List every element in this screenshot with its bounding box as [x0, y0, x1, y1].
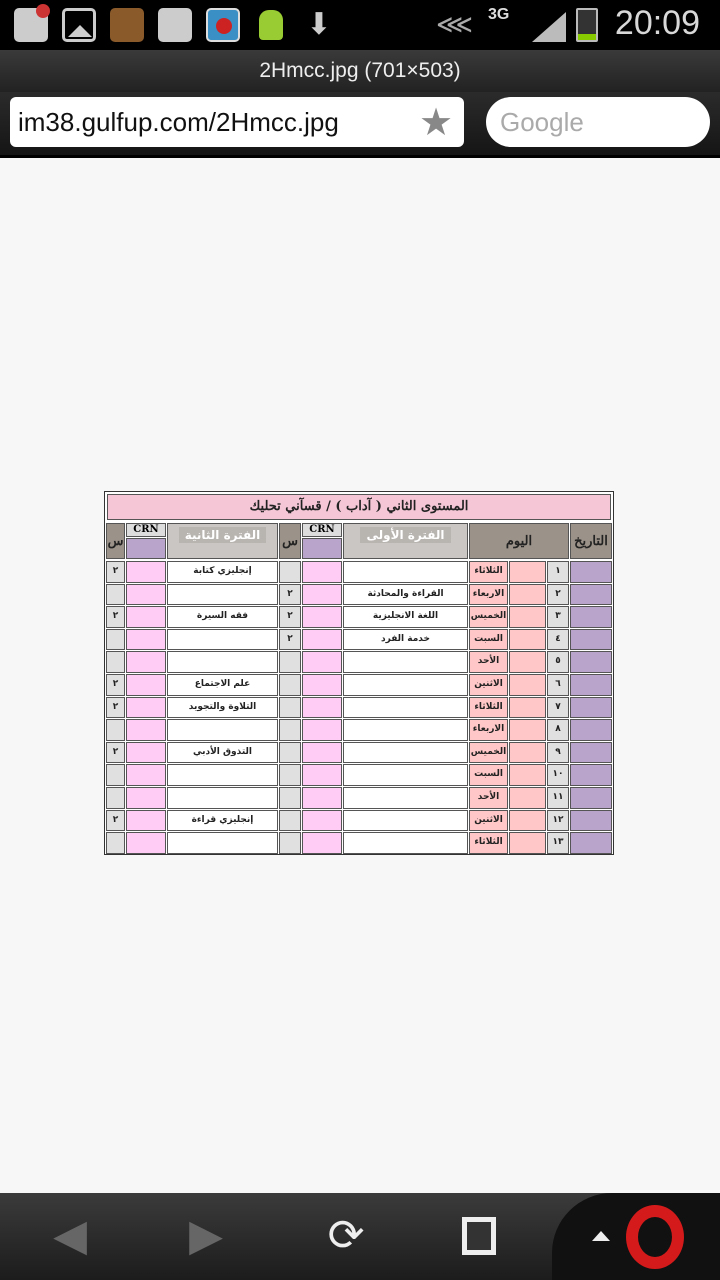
row-period2: علم الاجتماع [167, 674, 278, 696]
bbm-icon [158, 8, 192, 42]
row-number: ١ [547, 561, 569, 583]
row-number: ٦ [547, 674, 569, 696]
row-crn1 [302, 719, 342, 741]
silent-icon: ⋘ [436, 10, 473, 40]
url-input[interactable] [10, 97, 464, 147]
page-content [0, 161, 720, 1193]
row-s2: ٢ [106, 810, 125, 832]
row-salmon-cell [509, 832, 546, 854]
opera-menu-button[interactable] [552, 1193, 720, 1280]
row-period2 [167, 584, 278, 606]
row-period1 [343, 832, 468, 854]
address-bar [0, 92, 720, 158]
row-s1 [279, 651, 301, 673]
header-s1: س [279, 523, 301, 559]
row-salmon-cell [509, 629, 546, 651]
header-crn-2: CRN [126, 523, 166, 537]
row-period1 [343, 742, 468, 764]
row-crn1 [302, 674, 342, 696]
row-period1 [343, 719, 468, 741]
row-period2 [167, 787, 278, 809]
row-s1 [279, 787, 301, 809]
row-s2 [106, 584, 125, 606]
row-date-cell [570, 651, 612, 673]
menu-up-icon [592, 1231, 610, 1241]
row-period2 [167, 719, 278, 741]
row-period2: التذوق الأدبي [167, 742, 278, 764]
row-s2 [106, 629, 125, 651]
row-salmon-cell [509, 697, 546, 719]
battery-icon [576, 8, 598, 42]
row-period1: اللغة الانجليزية [343, 606, 468, 628]
row-crn1 [302, 584, 342, 606]
row-day: السبت [469, 629, 508, 651]
row-number: ٢ [547, 584, 569, 606]
row-period1 [343, 697, 468, 719]
bottom-toolbar [0, 1193, 720, 1280]
bbm-notification-icon [14, 8, 48, 42]
row-period1 [343, 674, 468, 696]
row-crn1 [302, 832, 342, 854]
page-title: 2Hmcc.jpg (701×503) [0, 50, 720, 92]
row-salmon-cell [509, 787, 546, 809]
row-s1 [279, 719, 301, 741]
row-s2 [106, 764, 125, 786]
row-date-cell [570, 787, 612, 809]
row-day: الاثنين [469, 810, 508, 832]
bookmark-star-icon[interactable]: ★ [418, 102, 454, 144]
row-number: ١٢ [547, 810, 569, 832]
row-s1 [279, 810, 301, 832]
row-s2 [106, 651, 125, 673]
row-crn2 [126, 697, 166, 719]
row-day: الخميس [469, 742, 508, 764]
row-s2: ٢ [106, 697, 125, 719]
row-s1 [279, 832, 301, 854]
row-period2: إنجليزي كتابة [167, 561, 278, 583]
row-s1 [279, 674, 301, 696]
row-s1 [279, 697, 301, 719]
row-period2: التلاوة والتجويد [167, 697, 278, 719]
row-number: ٤ [547, 629, 569, 651]
row-crn1 [302, 561, 342, 583]
row-period2: إنجليزي قراءة [167, 810, 278, 832]
row-salmon-cell [509, 742, 546, 764]
row-day: الاثنين [469, 674, 508, 696]
schedule-title: المستوى الثاني ( آداب ) / قسآني تحليك [107, 494, 611, 520]
row-day: السبت [469, 764, 508, 786]
row-s1 [279, 561, 301, 583]
row-day: الاربعاء [469, 584, 508, 606]
angry-birds-icon [206, 8, 240, 42]
row-period2 [167, 764, 278, 786]
row-salmon-cell [509, 719, 546, 741]
row-period2: فقه السيرة [167, 606, 278, 628]
row-crn2 [126, 561, 166, 583]
header-crn-1: CRN [302, 523, 342, 537]
row-s2 [106, 719, 125, 741]
header-day: اليوم [469, 523, 569, 559]
row-s2 [106, 787, 125, 809]
header-s2: س [106, 523, 125, 559]
row-crn1 [302, 629, 342, 651]
row-crn1 [302, 606, 342, 628]
row-period1: خدمة الفرد [343, 629, 468, 651]
forward-icon[interactable]: ▶ [189, 1210, 223, 1261]
row-crn1 [302, 697, 342, 719]
row-number: ٧ [547, 697, 569, 719]
status-bar [0, 0, 720, 50]
row-date-cell [570, 742, 612, 764]
row-date-cell [570, 606, 612, 628]
row-day: الثلاثاء [469, 561, 508, 583]
row-s1: ٢ [279, 629, 301, 651]
header-crn-1-fill [302, 538, 342, 559]
row-number: ١٠ [547, 764, 569, 786]
download-icon: ⬇ [306, 7, 332, 42]
row-day: الأحد [469, 787, 508, 809]
row-number: ١١ [547, 787, 569, 809]
row-crn1 [302, 810, 342, 832]
network-type: 3G [488, 6, 510, 23]
search-input[interactable] [486, 97, 710, 147]
row-period2 [167, 629, 278, 651]
row-period2 [167, 832, 278, 854]
row-day: الثلاثاء [469, 697, 508, 719]
row-date-cell [570, 719, 612, 741]
row-number: ٨ [547, 719, 569, 741]
row-period1 [343, 561, 468, 583]
row-s2: ٢ [106, 561, 125, 583]
row-date-cell [570, 674, 612, 696]
row-crn2 [126, 674, 166, 696]
row-crn2 [126, 742, 166, 764]
row-date-cell [570, 697, 612, 719]
row-number: ٩ [547, 742, 569, 764]
row-s1 [279, 742, 301, 764]
row-s2 [106, 832, 125, 854]
row-crn1 [302, 764, 342, 786]
back-icon[interactable]: ◀ [53, 1210, 87, 1261]
row-s2: ٢ [106, 674, 125, 696]
header-period1: الفترة الأولى [343, 523, 468, 559]
search-placeholder: Google [500, 107, 584, 137]
row-salmon-cell [509, 584, 546, 606]
row-crn1 [302, 651, 342, 673]
row-date-cell [570, 810, 612, 832]
header-date: التاريخ [570, 523, 612, 559]
row-number: ١٣ [547, 832, 569, 854]
clock: 20:09 [614, 4, 700, 42]
row-crn1 [302, 787, 342, 809]
row-crn1 [302, 742, 342, 764]
opera-logo-icon [626, 1205, 684, 1269]
row-period1 [343, 810, 468, 832]
row-date-cell [570, 561, 612, 583]
row-crn2 [126, 606, 166, 628]
row-date-cell [570, 629, 612, 651]
row-day: الخميس [469, 606, 508, 628]
row-date-cell [570, 832, 612, 854]
row-number: ٣ [547, 606, 569, 628]
row-salmon-cell [509, 651, 546, 673]
row-period1 [343, 764, 468, 786]
schedule-image [104, 491, 614, 855]
row-crn2 [126, 584, 166, 606]
row-date-cell [570, 764, 612, 786]
row-crn2 [126, 651, 166, 673]
row-crn2 [126, 629, 166, 651]
row-crn2 [126, 719, 166, 741]
row-period2 [167, 651, 278, 673]
reload-icon[interactable]: ⟳ [327, 1210, 365, 1261]
row-salmon-cell [509, 561, 546, 583]
row-s2: ٢ [106, 606, 125, 628]
row-s1 [279, 764, 301, 786]
signal-icon [532, 8, 566, 42]
gallery-icon [62, 8, 96, 42]
row-day: الاربعاء [469, 719, 508, 741]
header-crn-2-fill [126, 538, 166, 559]
row-date-cell [570, 584, 612, 606]
row-salmon-cell [509, 606, 546, 628]
row-salmon-cell [509, 810, 546, 832]
row-crn2 [126, 787, 166, 809]
row-crn2 [126, 832, 166, 854]
row-salmon-cell [509, 674, 546, 696]
row-day: الثلاثاء [469, 832, 508, 854]
row-period1: القراءة والمحادثة [343, 584, 468, 606]
row-day: الأحد [469, 651, 508, 673]
android-icon [254, 8, 288, 42]
row-s1: ٢ [279, 584, 301, 606]
row-salmon-cell [509, 764, 546, 786]
row-period1 [343, 787, 468, 809]
tabs-icon[interactable] [450, 1211, 510, 1261]
app-icon [110, 8, 144, 42]
row-crn2 [126, 810, 166, 832]
url-text: im38.gulfup.com/2Hmcc.jpg [18, 107, 339, 137]
header-period2: الفترة الثانية [167, 523, 278, 559]
row-period1 [343, 651, 468, 673]
row-s1: ٢ [279, 606, 301, 628]
row-s2: ٢ [106, 742, 125, 764]
row-number: ٥ [547, 651, 569, 673]
row-crn2 [126, 764, 166, 786]
